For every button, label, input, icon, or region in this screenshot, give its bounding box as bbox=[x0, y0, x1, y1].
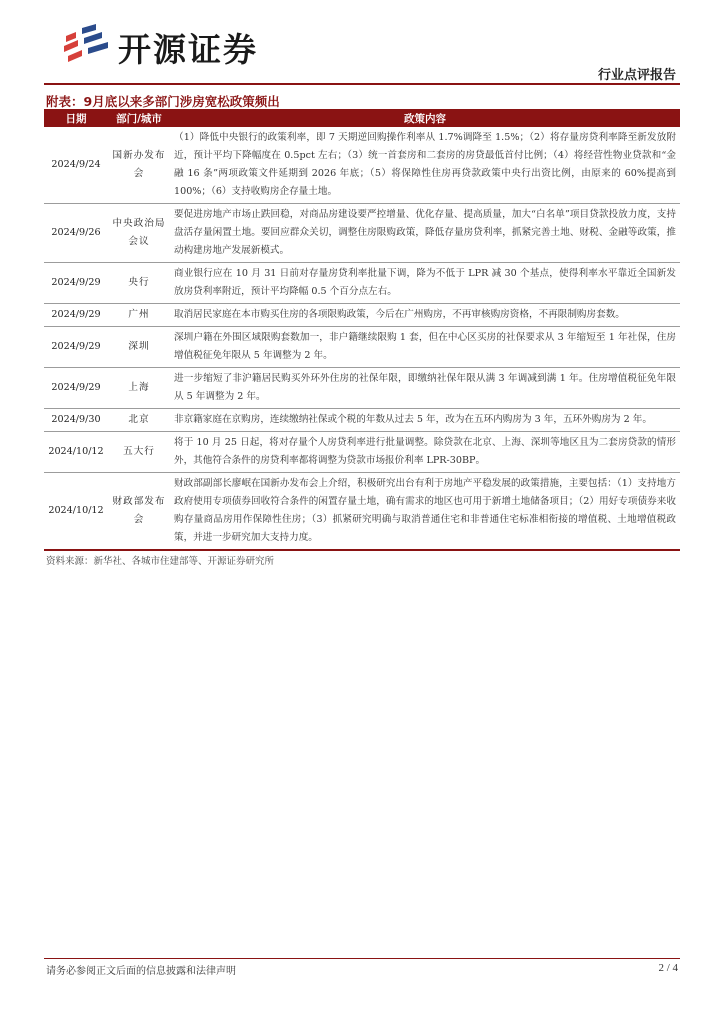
row-date: 2024/10/12 bbox=[44, 473, 108, 551]
footer-disclaimer: 请务必参阅正文后面的信息披露和法律声明 bbox=[46, 966, 236, 977]
row-date: 2024/9/29 bbox=[44, 368, 108, 409]
row-dept: 五大行 bbox=[108, 432, 170, 473]
row-content: 进一步缩短了非沪籍居民购买外环外住房的社保年限，即缴纳社保年限从满 3 年调减到满 1 年。住房增值税征免年限从 5 年调整为 2 年。 bbox=[170, 368, 680, 409]
row-date: 2024/9/24 bbox=[44, 127, 108, 204]
row-date: 2024/9/26 bbox=[44, 204, 108, 263]
row-content: 商业银行应在 10 月 31 日前对存量房贷利率批量下调，降为不低于 LPR 减 30 个基点，使得利率水平靠近全国新发放房贷利率附近，预计平均降幅 0.5 个百分点左右。 bbox=[170, 263, 680, 304]
footer-divider bbox=[44, 958, 680, 959]
table-row bbox=[44, 409, 680, 432]
header-divider bbox=[44, 83, 680, 85]
row-dept: 广州 bbox=[108, 304, 170, 327]
table-header-row bbox=[44, 109, 680, 127]
row-date: 2024/10/12 bbox=[44, 432, 108, 473]
row-dept: 财政部发布会 bbox=[108, 473, 170, 551]
page-number: 2 / 4 bbox=[658, 962, 678, 974]
row-dept: 央行 bbox=[108, 263, 170, 304]
table-row bbox=[44, 432, 680, 473]
column-header-date: 日期 bbox=[44, 109, 108, 127]
table-row bbox=[44, 473, 680, 551]
row-content: 将于 10 月 25 日起，将对存量个人房贷利率进行批量调整。除贷款在北京、上海、深圳等地区且为二套房贷款的情形外，其他符合条件的房贷利率都将调整为贷款市场报价利率 LPR-30BP。 bbox=[170, 432, 680, 473]
report-type-label: 行业点评报告 bbox=[597, 68, 676, 83]
table-row bbox=[44, 304, 680, 327]
table-row bbox=[44, 127, 680, 204]
row-dept: 深圳 bbox=[108, 327, 170, 368]
brand-name: 开源证券 bbox=[118, 30, 258, 69]
row-date: 2024/9/30 bbox=[44, 409, 108, 432]
table-row bbox=[44, 204, 680, 263]
table-row bbox=[44, 368, 680, 409]
source-note: 资料来源：新华社、各城市住建部等、开源证券研究所 bbox=[46, 556, 275, 567]
table-title: 附表：9月底以来多部门涉房宽松政策频出 bbox=[46, 94, 280, 109]
row-content: 取消居民家庭在本市购买住房的各项限购政策，今后在广州购房，不再审核购房资格，不再限制购房套数。 bbox=[170, 304, 680, 327]
row-content: 财政部副部长廖岷在国新办发布会上介绍，积极研究出台有利于房地产平稳发展的政策措施，主要包括：（1）支持地方政府使用专项债券回收符合条件的闲置存量土地，确有需求的地区也可用于新增土地储备项目；（2）用好专项债券来收购存量商品房用作保障性住房；（3）抓紧研究明确与取消普通住宅和非普通住宅标准相衔接的增值税、土地增值税政策，并进一步研究加大支持力度。 bbox=[170, 473, 680, 551]
row-date: 2024/9/29 bbox=[44, 263, 108, 304]
row-content: 深圳户籍在外围区域限购套数加一，非户籍继续限购 1 套，但在中心区买房的社保要求从 3 年缩短至 1 年社保，住房增值税征免年限从 5 年调整为 2 年。 bbox=[170, 327, 680, 368]
row-date: 2024/9/29 bbox=[44, 327, 108, 368]
row-dept: 上海 bbox=[108, 368, 170, 409]
column-header-dept: 部门/城市 bbox=[108, 109, 170, 127]
row-dept: 中央政治局会议 bbox=[108, 204, 170, 263]
brand-logo bbox=[62, 22, 282, 69]
column-header-content: 政策内容 bbox=[170, 109, 680, 127]
kaiyuan-securities-logo-icon bbox=[62, 22, 112, 64]
row-content: 要促进房地产市场止跌回稳，对商品房建设要严控增量、优化存量、提高质量，加大“白名单”项目贷款投放力度，支持盘活存量闲置土地。要回应群众关切，调整住房限购政策，降低存量房贷利率，抓紧完善土地、财税、金融等政策，推动构建房地产发展新模式。 bbox=[170, 204, 680, 263]
table-row bbox=[44, 263, 680, 304]
row-content: 非京籍家庭在京购房，连续缴纳社保或个税的年数从过去 5 年，改为在五环内购房为 3 年，五环外购房为 2 年。 bbox=[170, 409, 680, 432]
row-content: （1）降低中央银行的政策利率，即 7 天期逆回购操作利率从 1.7%调降至 1.5%；（2）将存量房贷利率降至新发放附近，预计平均下降幅度在 0.5pct 左右；（3）统一首套房和二套房的房贷最低首付比例；（4）将经营性物业贷款和“金融 16 条”两项政策文件延期到 2026 年底；（5）将保障性住房再贷款政策中央行出资比例，由原来的 60%提高到 100%；（6）支持收购房企存量土地。 bbox=[170, 127, 680, 204]
row-date: 2024/9/29 bbox=[44, 304, 108, 327]
table-row bbox=[44, 327, 680, 368]
policy-table bbox=[44, 109, 680, 551]
row-dept: 国新办发布会 bbox=[108, 127, 170, 204]
row-dept: 北京 bbox=[108, 409, 170, 432]
